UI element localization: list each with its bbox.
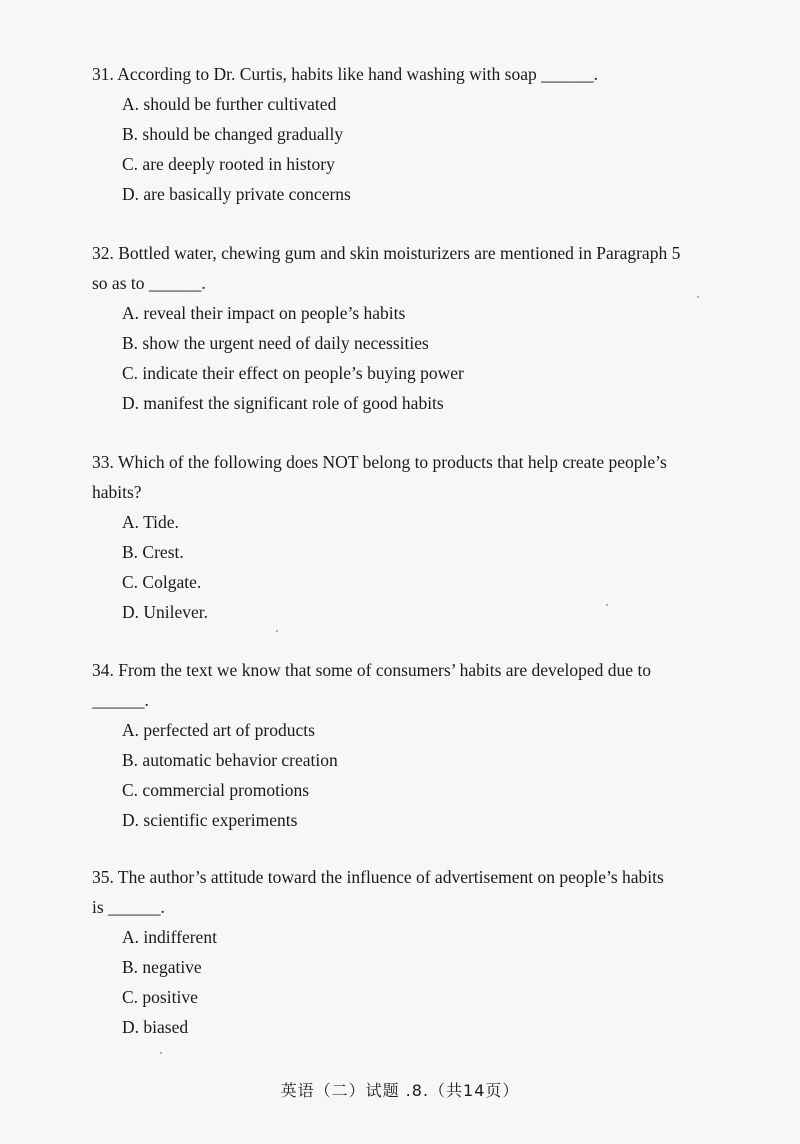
option-a: A. Tide. — [122, 512, 179, 532]
option-c: C. indicate their effect on people’s buying power — [122, 363, 464, 383]
question-34 — [92, 655, 742, 835]
scan-speck — [276, 630, 278, 632]
scan-speck — [606, 604, 608, 606]
scan-speck — [697, 296, 699, 298]
option-a: A. indifferent — [122, 927, 217, 947]
question-stem-continuation: is ______. — [92, 897, 165, 917]
option-d: D. Unilever. — [122, 602, 209, 622]
scan-speck — [160, 1052, 162, 1054]
question-stem: 33. Which of the following does NOT belong to products that help create people’s — [92, 452, 667, 472]
option-d: D. biased — [122, 1017, 189, 1037]
question-35 — [92, 862, 742, 1042]
option-d: D. scientific experiments — [122, 810, 298, 830]
option-d: D. manifest the significant role of good habits — [122, 393, 444, 413]
question-stem-continuation: habits? — [92, 482, 142, 502]
question-32 — [92, 238, 742, 418]
question-31 — [92, 59, 742, 209]
question-stem: 32. Bottled water, chewing gum and skin moisturizers are mentioned in Paragraph 5 — [92, 243, 681, 263]
question-33 — [92, 447, 742, 627]
question-stem-continuation: so as to ______. — [92, 273, 206, 293]
option-d: D. are basically private concerns — [122, 184, 351, 204]
question-stem-continuation: ______. — [92, 690, 149, 710]
option-b: B. automatic behavior creation — [122, 750, 338, 770]
option-a: A. should be further cultivated — [122, 94, 337, 114]
option-c: C. positive — [122, 987, 198, 1007]
option-b: B. should be changed gradually — [122, 124, 344, 144]
option-c: C. are deeply rooted in history — [122, 154, 335, 174]
option-a: A. perfected art of products — [122, 720, 315, 740]
option-a: A. reveal their impact on people’s habits — [122, 303, 406, 323]
question-stem: 35. The author’s attitude toward the influence of advertisement on people’s habits — [92, 867, 664, 887]
option-b: B. negative — [122, 957, 202, 977]
question-stem: 31. According to Dr. Curtis, habits like hand washing with soap ______. — [92, 64, 598, 84]
option-c: C. commercial promotions — [122, 780, 310, 800]
option-b: B. Crest. — [122, 542, 184, 562]
option-c: C. Colgate. — [122, 572, 202, 592]
page-footer: 英语（二）试题 .8.（共14页） — [280, 1081, 520, 1100]
question-stem: 34. From the text we know that some of consumers’ habits are developed due to — [92, 660, 652, 680]
option-b: B. show the urgent need of daily necessities — [122, 333, 429, 353]
